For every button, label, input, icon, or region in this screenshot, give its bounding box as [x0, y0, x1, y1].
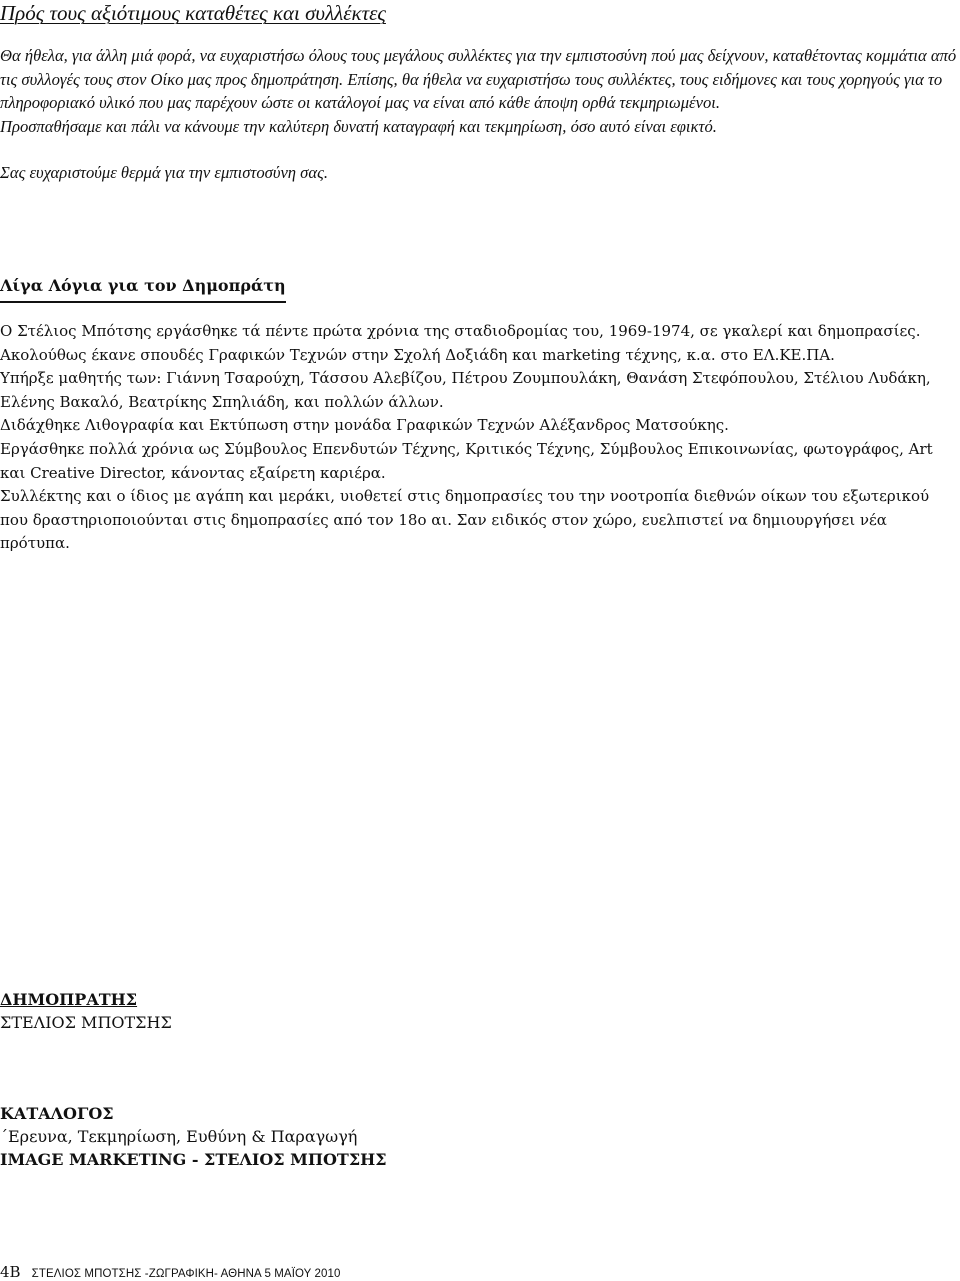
footer-text: ΣΤΕΛΙΟΣ ΜΠΟΤΣΗΣ -ΖΩΓΡΑΦΙΚΗ- ΑΘΗΝΑ 5 ΜΑΪΟΥ 2010 — [31, 1268, 341, 1280]
auctioneer-name: ΣΤΕΛΙΟΣ ΜΠΟΤΣΗΣ — [0, 1013, 172, 1032]
catalogue-roles: ΄Ερευνα, Τεκμηρίωση, Ευθύνη & Παραγωγή — [0, 1127, 358, 1146]
catalogue-block — [0, 1102, 387, 1171]
about-paragraph: Συλλέκτης και ο ίδιος με αγάπη και μεράκι, υιοθετεί στις δημοπρασίες του την νοοτροπία διεθνών οίκων του εξωτερικού που δραστηριοποιούνται στις δημοπρασίες από τον 18ο αι. Σαν ειδικός στον χώρο, ευελπιστεί να δημιουργήσει νέα πρότυπα. — [0, 487, 930, 553]
page-number: 4B — [0, 1263, 21, 1281]
about-paragraph: Υπήρξε μαθητής των: Γιάννη Τσαρούχη, Τάσσου Αλεβίζου, Πέτρου Ζουμπουλάκη, Θανάση Στεφόπουλου, Στέλιου Λυδάκη, Ελένης Βακαλό, Βεατρίκης Σπηλιάδη, και πολλών άλλων. — [0, 369, 931, 411]
auctioneer-block — [0, 988, 172, 1034]
about-heading: Λίγα Λόγια για τον Δημοπράτη — [0, 275, 286, 303]
intro-section — [0, 44, 960, 185]
page-title: Πρός τους αξιότιμους καταθέτες και συλλέκτες — [0, 1, 386, 25]
about-paragraph: Ακολούθως έκανε σπουδές Γραφικών Τεχνών στην Σχολή Δοξιάδη και marketing τέχνης, κ.α. στο ΕΛ.ΚΕ.ΠΑ. — [0, 345, 835, 364]
catalogue-credit: IMAGE MARKETING - ΣΤΕΛΙΟΣ ΜΠΟΤΣΗΣ — [0, 1150, 387, 1169]
intro-paragraph-closing: Σας ευχαριστούμε θερμά για την εμπιστοσύνη σας. — [0, 163, 328, 183]
intro-paragraph-effort: Προσπαθήσαμε και πάλι να κάνουμε την καλύτερη δυνατή καταγραφή και τεκμηρίωση, όσο αυτό είναι εφικτό. — [0, 116, 717, 136]
intro-paragraph-thanks: Θα ήθελα, για άλλη μιά φορά, να ευχαριστήσω όλους τους μεγάλους συλλέκτες για την εμπιστοσύνη πού μας δείχνουν, καταθέτοντας κομμάτια από τις συλλογές τους στον Οίκο μας προς δημοπράτηση. Επίσης, θα ήθελα να ευχαριστήσω τους συλλέκτες, τους ειδήμονες και τους χορηγούς για το πληροφοριακό υλικό που μας παρέχουν ώστε οι κατάλογοί μας να είναι από κάθε άποψη ορθά τεκμηριωμένοι. — [0, 46, 957, 113]
about-body — [0, 320, 958, 556]
about-paragraph: Εργάσθηκε πολλά χρόνια ως Σύμβουλος Επενδυτών Τέχνης, Κριτικός Τέχνης, Σύμβουλος Επικοινωνίας, φωτογράφος, Art και Creative Director, κάνοντας εξαίρετη καριέρα. — [0, 439, 933, 482]
about-paragraph: Διδάχθηκε Λιθογραφία και Εκτύπωση στην μονάδα Γραφικών Τεχνών Αλέξανδρος Ματσούκης. — [0, 416, 729, 435]
auctioneer-label: ΔΗΜΟΠΡΑΤΗΣ — [0, 990, 138, 1009]
catalogue-label: ΚΑΤΑΛΟΓΟΣ — [0, 1104, 114, 1123]
page-footer — [0, 1262, 341, 1281]
about-paragraph: Ο Στέλιος Μπότσης εργάσθηκε τά πέντε πρώτα χρόνια της σταδιοδρομίας του, 1969-1974, σε γκαλερί και δημοπρασίες. — [0, 322, 921, 340]
